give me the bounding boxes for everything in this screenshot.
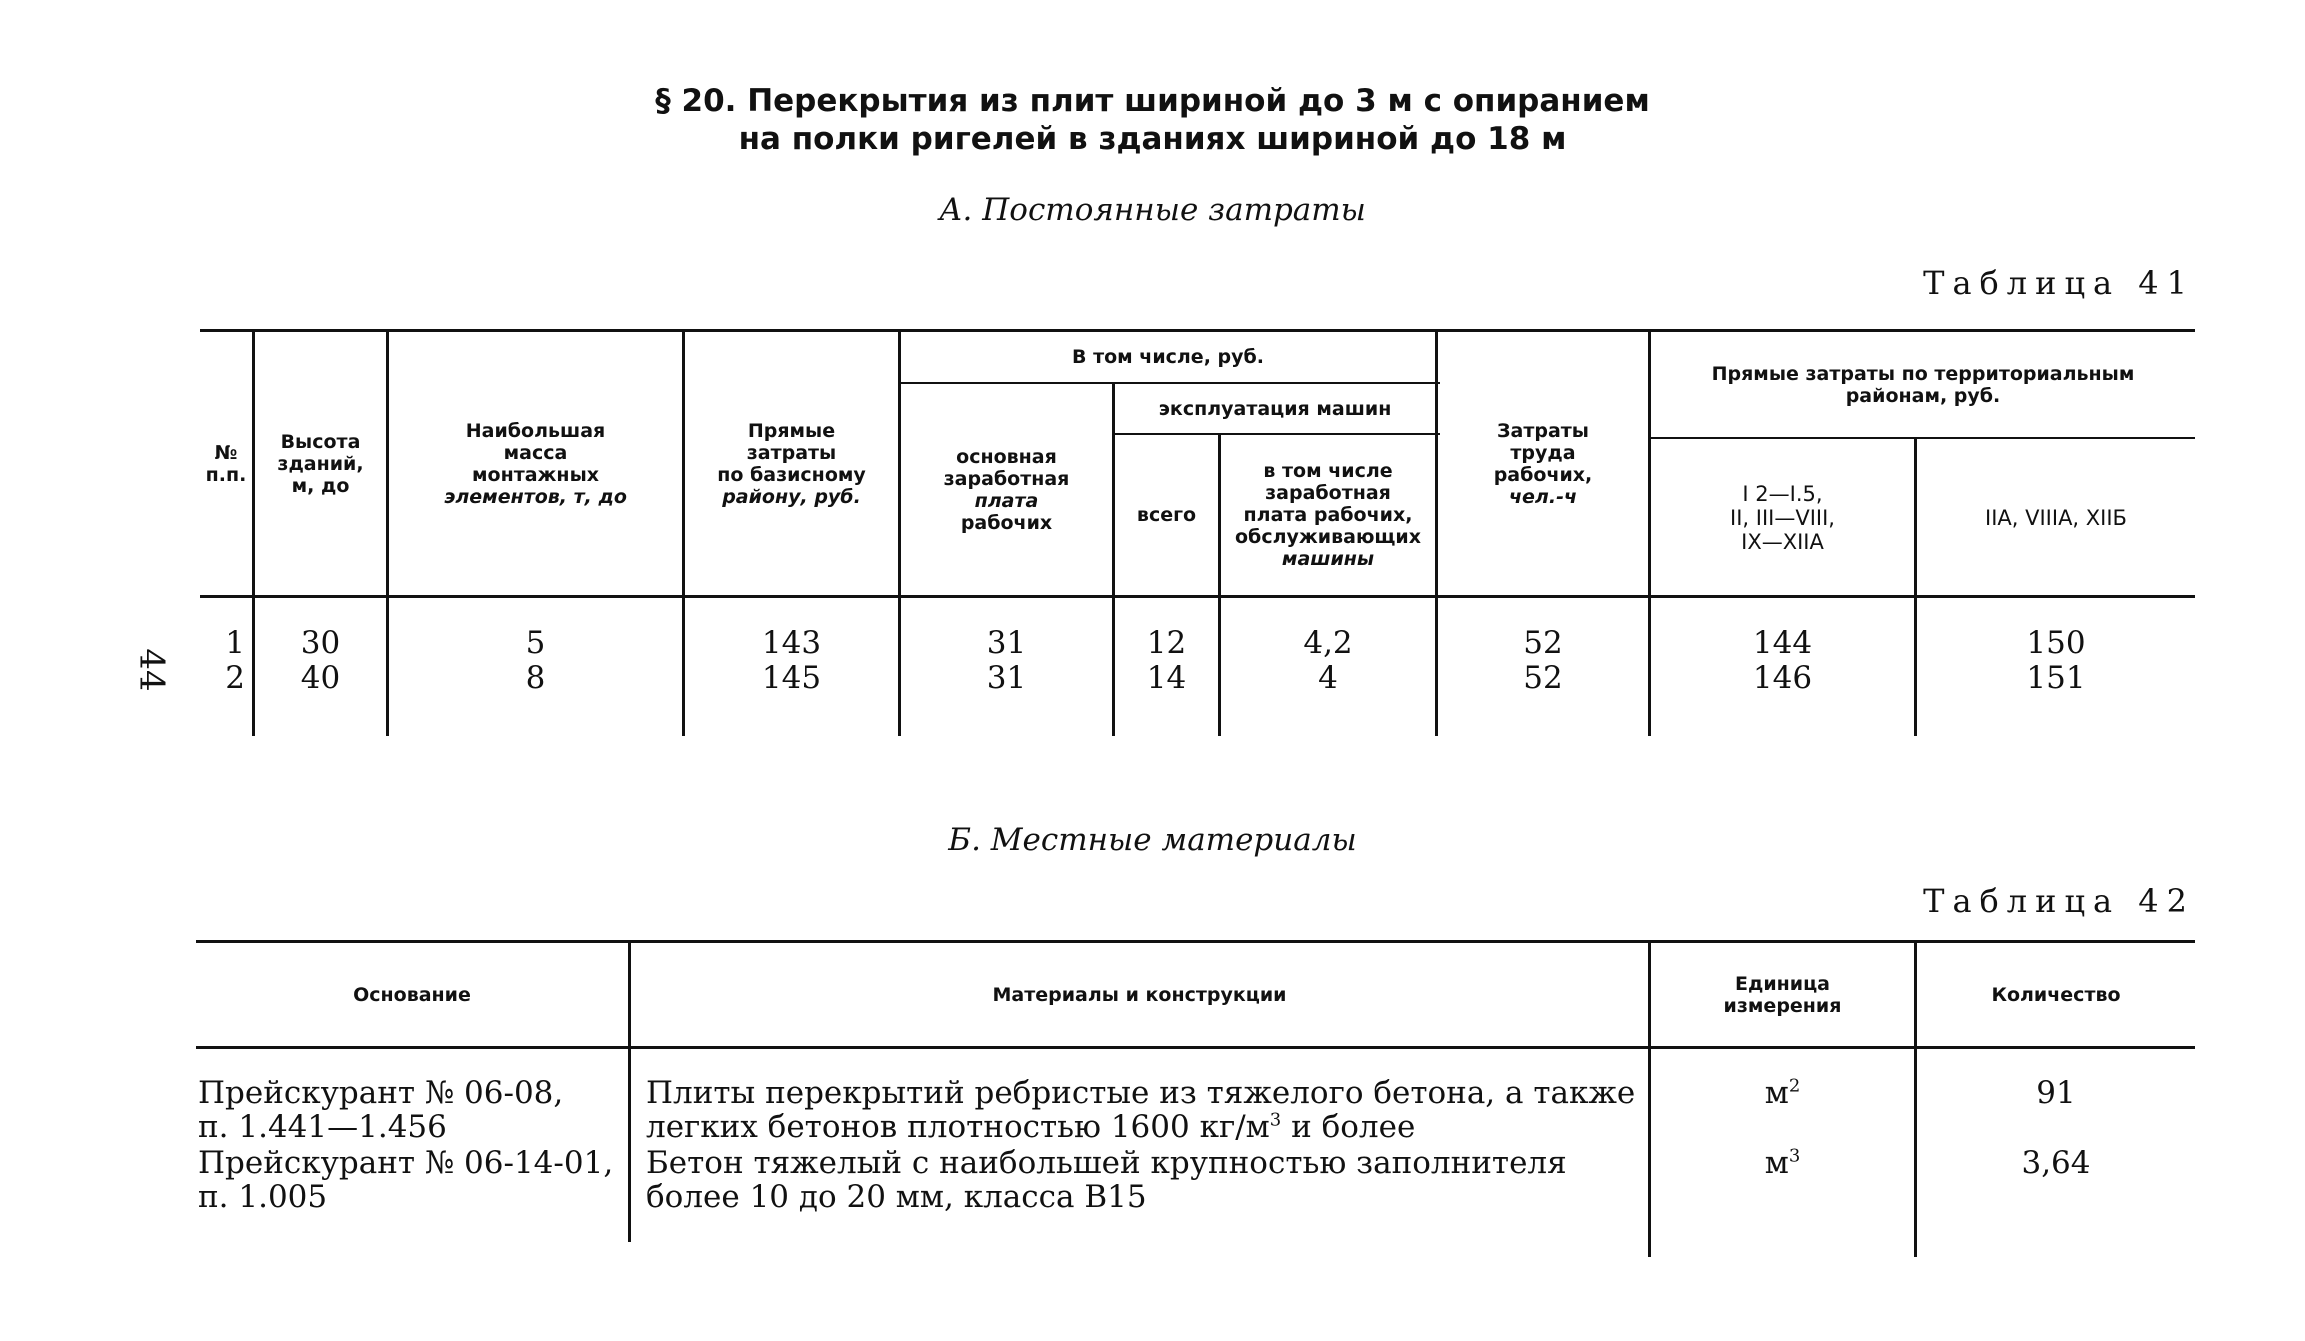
header-direct-text: Прямые затраты по базисному	[717, 419, 866, 486]
table-41-header-rule	[200, 595, 2195, 598]
header-total: всего	[1136, 504, 1197, 526]
header-territorial: Прямые затраты по территориальным районам, руб.	[1711, 362, 2135, 407]
cell-height: 40	[300, 660, 341, 696]
material-line2	[646, 1110, 1636, 1144]
cell-wage: 31	[986, 660, 1027, 696]
cell-height: 30	[300, 625, 341, 661]
table-41-territorial-rule	[1650, 437, 2195, 439]
section-title-line2: на полки ригелей в зданиях шириной до 18 м	[738, 121, 1567, 157]
cell-total: 12	[1146, 625, 1187, 661]
header-region-1: I 2—I.5, II, III—VIII, IX—XIIA	[1730, 481, 1835, 554]
cell-material	[646, 1146, 1636, 1214]
header-machine-wage	[1221, 435, 1435, 595]
cell-unit	[1651, 1076, 1914, 1110]
part-a-title: А. Постоянные затраты	[939, 192, 1366, 228]
basis-line1: Прейскурант № 06-08,	[198, 1075, 564, 1111]
header-machine-wage-text: в том числе заработная плата рабочих, обслуживающих	[1235, 460, 1421, 548]
unit-base: м	[1764, 1145, 1789, 1181]
header-direct-unit: району, руб.	[722, 485, 861, 508]
cell-mass: 8	[525, 660, 546, 696]
cell-wage: 31	[986, 625, 1027, 661]
cell-quantity: 3,64	[2021, 1145, 2091, 1181]
unit-base: м	[1764, 1075, 1789, 1111]
header-mass-text: Наибольшая масса монтажных	[465, 419, 606, 486]
cell-total: 14	[1146, 660, 1187, 696]
table-42-header-rule	[196, 1046, 2195, 1049]
cell-unit	[1651, 1146, 1914, 1180]
cell-region-1: 144	[1752, 625, 1813, 661]
cell-num: 1	[225, 625, 245, 661]
material-line1: Бетон тяжелый с наибольшей крупностью заполнителя	[646, 1145, 1567, 1181]
cell-basis	[198, 1146, 623, 1214]
header-height: Высота зданий, м, до	[277, 430, 364, 497]
cell-machine-wage: 4,2	[1303, 625, 1353, 661]
material-line2-text: более 10 до 20 мм, класса В15	[646, 1179, 1147, 1215]
material-line2-sup: 3	[1269, 1109, 1282, 1131]
cell-mass: 5	[525, 625, 546, 661]
cell-machine-wage: 4	[1318, 660, 1338, 696]
cell-basis	[198, 1076, 623, 1144]
material-line2	[646, 1180, 1636, 1214]
header-basis: Основание	[353, 983, 471, 1006]
header-machine-wage-machines: машины	[1281, 548, 1375, 570]
header-labor-text: Затраты труда рабочих,	[1493, 419, 1593, 486]
header-materials: Материалы и конструкции	[992, 983, 1287, 1006]
header-labor	[1438, 332, 1648, 595]
header-base-wage	[901, 384, 1112, 595]
basis-line2: п. 1.441—1.456	[198, 1109, 447, 1145]
cell-labor: 52	[1523, 660, 1563, 696]
cell-direct: 145	[761, 660, 822, 696]
header-direct-costs	[685, 332, 898, 595]
cell-region-1: 146	[1752, 660, 1813, 696]
cell-material	[646, 1076, 1636, 1144]
header-num: № п.п.	[205, 441, 247, 486]
cell-direct: 143	[761, 625, 822, 661]
unit-sup: 2	[1788, 1075, 1801, 1097]
table-41-label: Таблица 41	[1923, 264, 2195, 302]
basis-line2: п. 1.005	[198, 1179, 328, 1215]
basis-line1: Прейскурант № 06-14-01,	[198, 1145, 614, 1181]
header-wage-plata: плата	[974, 489, 1039, 512]
header-machines: эксплуатация машин	[1158, 397, 1392, 420]
header-wage-workers: рабочих	[960, 511, 1053, 534]
cell-num: 2	[225, 660, 245, 696]
material-line1: Плиты перекрытий ребристые из тяжелого бетона, а также	[646, 1075, 1636, 1111]
unit-sup: 3	[1788, 1145, 1801, 1167]
section-title-line1: § 20. Перекрытия из плит шириной до 3 м с опиранием	[655, 83, 1650, 119]
page-number: 44	[131, 648, 172, 692]
header-including: В том числе, руб.	[1071, 346, 1265, 368]
cell-labor: 52	[1523, 625, 1563, 661]
cell-region-2: 151	[2026, 660, 2086, 696]
header-wage-text: основная заработная	[943, 445, 1070, 490]
part-b-title: Б. Местные материалы	[948, 822, 1357, 858]
header-region-2: IIA, VIIIA, XIIБ	[1985, 505, 2127, 530]
cell-region-2: 150	[2026, 625, 2086, 661]
material-line2-end: и более	[1281, 1109, 1416, 1145]
header-quantity: Количество	[1991, 983, 2121, 1006]
cell-quantity: 91	[2036, 1075, 2076, 1111]
header-mass	[389, 332, 682, 595]
header-mass-unit: элементов, т, до	[444, 485, 627, 508]
material-line2-text: легких бетонов плотностью 1600 кг/м	[646, 1109, 1270, 1145]
header-unit: Единица измерения	[1723, 972, 1842, 1017]
header-labor-unit: чел.-ч	[1509, 485, 1577, 508]
table-42-label: Таблица 42	[1923, 882, 2195, 920]
